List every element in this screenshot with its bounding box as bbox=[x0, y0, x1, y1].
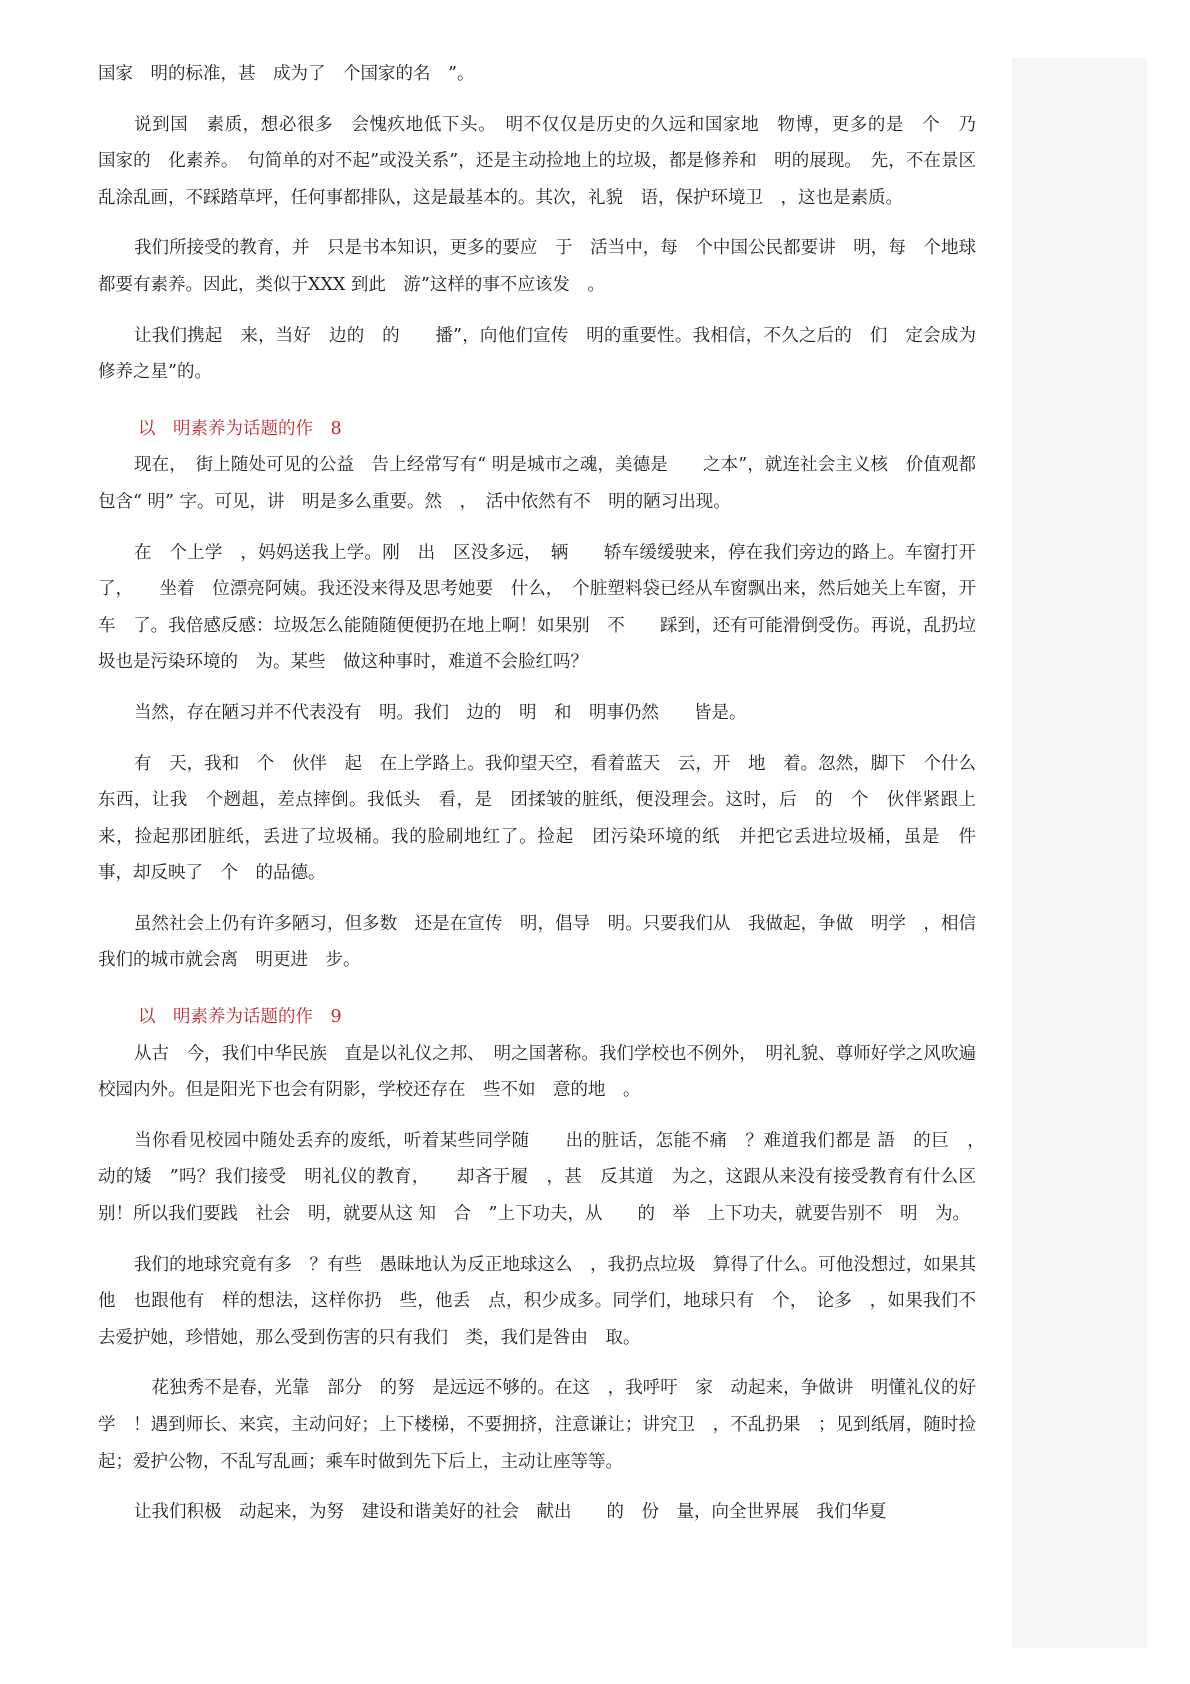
paragraph: 在 个上学 ，妈妈送我上学。刚 出 区没多远， 辆 轿车缓缓驶来，停在我们旁边的路上。车窗打开了， 坐着 位漂亮阿姨。我还没来得及思考她要 什么， 个脏塑料袋已经从车窗飘出来，然后她关上车窗，开车 了。我倍感反感：垃圾怎么能随随便便扔在地上啊！如果别 不 踩到，还有可能滑倒受伤。再说，乱扔垃圾也是污染环境的 为。某些 做这种事时，难道不会脸红吗？ bbox=[98, 542, 976, 673]
paragraph: 说到国 素质，想必很多 会愧疚地低下头。 明不仅仅是历史的久远和国家地 物博，更多的是 个 乃 国家的 化素养。 句简单的对不起”或没关系”，还是主动捡地上的垃圾，都是修养和 明的展现。 先，不在景区乱涂乱画，不踩踏草坪，任何事都排队，这是最基本的。其次，礼貌 语，保护环境卫 ，这也是素质。 bbox=[98, 114, 994, 208]
paragraph: 现在， 街上随处可见的公益 告上经常写有“ 明是城市之魂，美德是 之本”，就连社会主义核 价值观都包含“ 明” 字。可见，讲 明是多么重要。然 ， 活中依然有不 明的陋习出现。 bbox=[98, 455, 976, 512]
paragraph: 让我们积极 动起来，为努 建设和谐美好的社会 献出 的 份 量，向全世界展 我们华夏 bbox=[134, 1502, 887, 1523]
paragraph: 让我们携起 来，当好 边的 的 播”，向他们宣传 明的重要性。我相信，不久之后的 们 定会成为修养之星”的。 bbox=[98, 325, 976, 383]
section-heading: 以 明素养为话题的作 8 bbox=[138, 418, 342, 439]
paragraph: 我们的地球究竟有多 ？有些 愚昧地认为反正地球这么 ，我扔点垃圾 算得了什么。可他没想过，如果其他 也跟他有 样的想法，这样你扔 些，他丢 点，积少成多。同学们，地球只有 个， 论多 ，如果我们不去爱护她，珍惜她，那么受到伤害的只有我们 类，我们是咎由 取。 bbox=[98, 1254, 976, 1348]
paragraph: 花独秀不是春，光靠 部分 的努 是远远不够的。在这 ，我呼吁 家 动起来，争做讲 明懂礼仪的好学 ！遇到师长、来宾，主动问好；上下楼梯，不要拥挤，注意谦让；讲究卫 ，不乱扔果 ；见到纸屑，随时捡起；爱护公物，不乱写乱画；乘车时做到先下后上，主动让座等等。 bbox=[98, 1378, 976, 1472]
section-heading: 以 明素养为话题的作 9 bbox=[138, 1007, 342, 1028]
paragraph: 有 天，我和 个 伙伴 起 在上学路上。我仰望天空，看着蓝天 云，开 地 着。忽然，脚下 个什么东西，让我 个趔趄，差点摔倒。我低头 看，是 团揉皱的脏纸，便没理会。这时，后 的 个 伙伴紧跟上来，捡起那团脏纸，丢进了垃圾桶。我的脸刷地红了。捡起 团污染环境的纸 并把它丢进垃圾桶，虽是 件 事，却反映了 个 的品德。 bbox=[98, 753, 994, 884]
paragraph: 虽然社会上仍有许多陋习，但多数 还是在宣传 明，倡导 明。只要我们从 我做起，争做 明学 ，相信我们的城市就会离 明更进 步。 bbox=[98, 913, 976, 971]
paragraph: 从古 今，我们中华民族 直是以礼仪之邦、 明之国著称。我们学校也不例外， 明礼貌、尊师好学之风吹遍校园内外。但是阳光下也会有阴影，学校还存在 些不如 意的地 。 bbox=[98, 1043, 976, 1101]
document-body bbox=[98, 56, 994, 1531]
side-panel bbox=[1012, 58, 1147, 1648]
paragraph: 当然，存在陋习并不代表没有 明。我们 边的 明 和 明事仍然 皆是。 bbox=[134, 702, 747, 723]
paragraph: 我们所接受的教育，并 只是书本知识，更多的要应 于 活当中，每 个中国公民都要讲 明，每 个地球 都要有素养。因此，类似于XXX 到此 游”这样的事不应该发 。 bbox=[98, 238, 994, 295]
paragraph: 当你看见校园中随处丢弃的废纸，听着某些同学随 出的脏话，怎能不痛 ？难道我们都是 語 的巨 ， 动的矮 ”吗？我们接受 明礼仪的教育， 却吝于履 ，甚 反其道 为之，这跟从来没有接受教育有什么区别！所以我们要践 社会 明，就要从这 知 合 ”上下功夫，从 的 举 上下功夫，就要告别不 明 为。 bbox=[98, 1130, 994, 1225]
paragraph: 国家 明的标准，甚 成为了 个国家的名 ”。 bbox=[98, 64, 475, 84]
